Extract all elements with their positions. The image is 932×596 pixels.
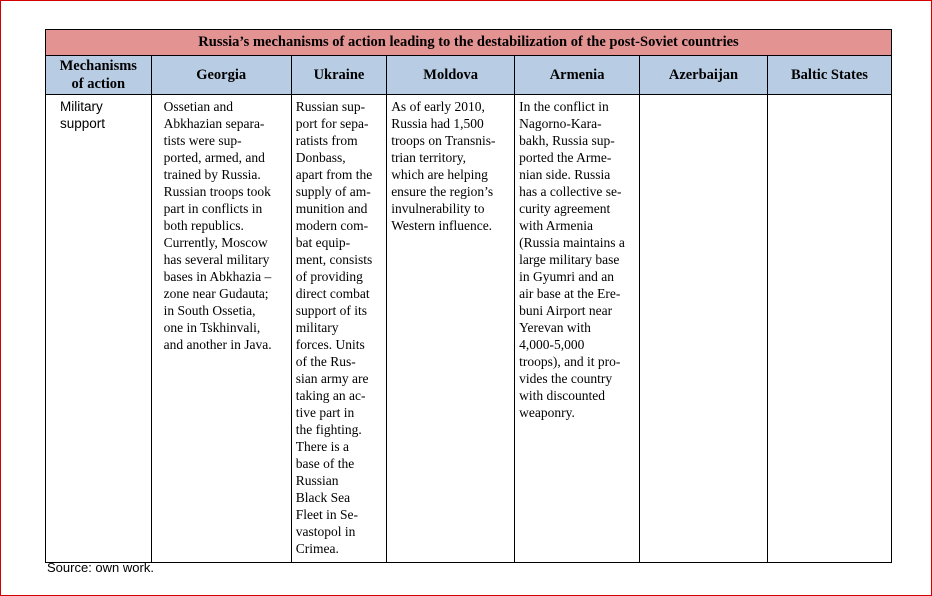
table-row [46, 95, 892, 563]
header-row [46, 56, 892, 95]
header-georgia: Georgia [151, 56, 291, 95]
header-mechanisms [46, 56, 152, 95]
cell-georgia: Ossetian and Abkhazian separa- tists were sup- ported, armed, and trained by Russia. Russian troops took part in conflicts in both republics. Currently, Moscow has several military bases in Abkhazia – zone near Gudauta; in South Ossetia, one in Tskhinvali, and another in Java. [151, 95, 291, 563]
header-ukraine: Ukraine [291, 56, 386, 95]
cell-ukraine: Russian sup- port for sepa- ratists from Donbass, apart from the supply of am- munition and modern com- bat equip- ment, consists of providing direct combat support of its military forces. Units of the Rus- sian army are taking an ac- tive part in the fighting. There is a base of the Russian Black Sea Fleet in Se- vastopol in Crimea. [291, 95, 386, 563]
mechanisms-table [45, 29, 892, 563]
header-moldova: Moldova [387, 56, 515, 95]
cell-baltic-states [767, 95, 891, 563]
cell-armenia: In the conflict in Nagorno-Kara- bakh, Russia sup- ported the Arme- nian side. Russia has a collective se- curity agreement with Armenia (Russia maintains a large military base in Gyumri and an air base at the Ere- buni Airport near Yerevan with 4,000-5,000 troops), and it pro- vides the country with discounted weaponry. [515, 95, 640, 563]
header-mechanisms-label: Mechanisms of action [59, 58, 137, 92]
cell-azerbaijan [640, 95, 768, 563]
header-armenia: Armenia [515, 56, 640, 95]
header-baltic-states: Baltic States [767, 56, 891, 95]
table-title: Russia’s mechanisms of action leading to the destabilization of the post-Soviet countries [46, 30, 892, 56]
cell-mechanism [46, 95, 152, 563]
cell-mechanism-text: Military support [60, 99, 106, 131]
cell-moldova: As of early 2010, Russia had 1,500 troops on Transnis- trian territory, which are helping ensure the region’s invulnerability to Western influence. [387, 95, 515, 563]
source-note: Source: own work. [47, 560, 154, 575]
header-azerbaijan: Azerbaijan [640, 56, 768, 95]
